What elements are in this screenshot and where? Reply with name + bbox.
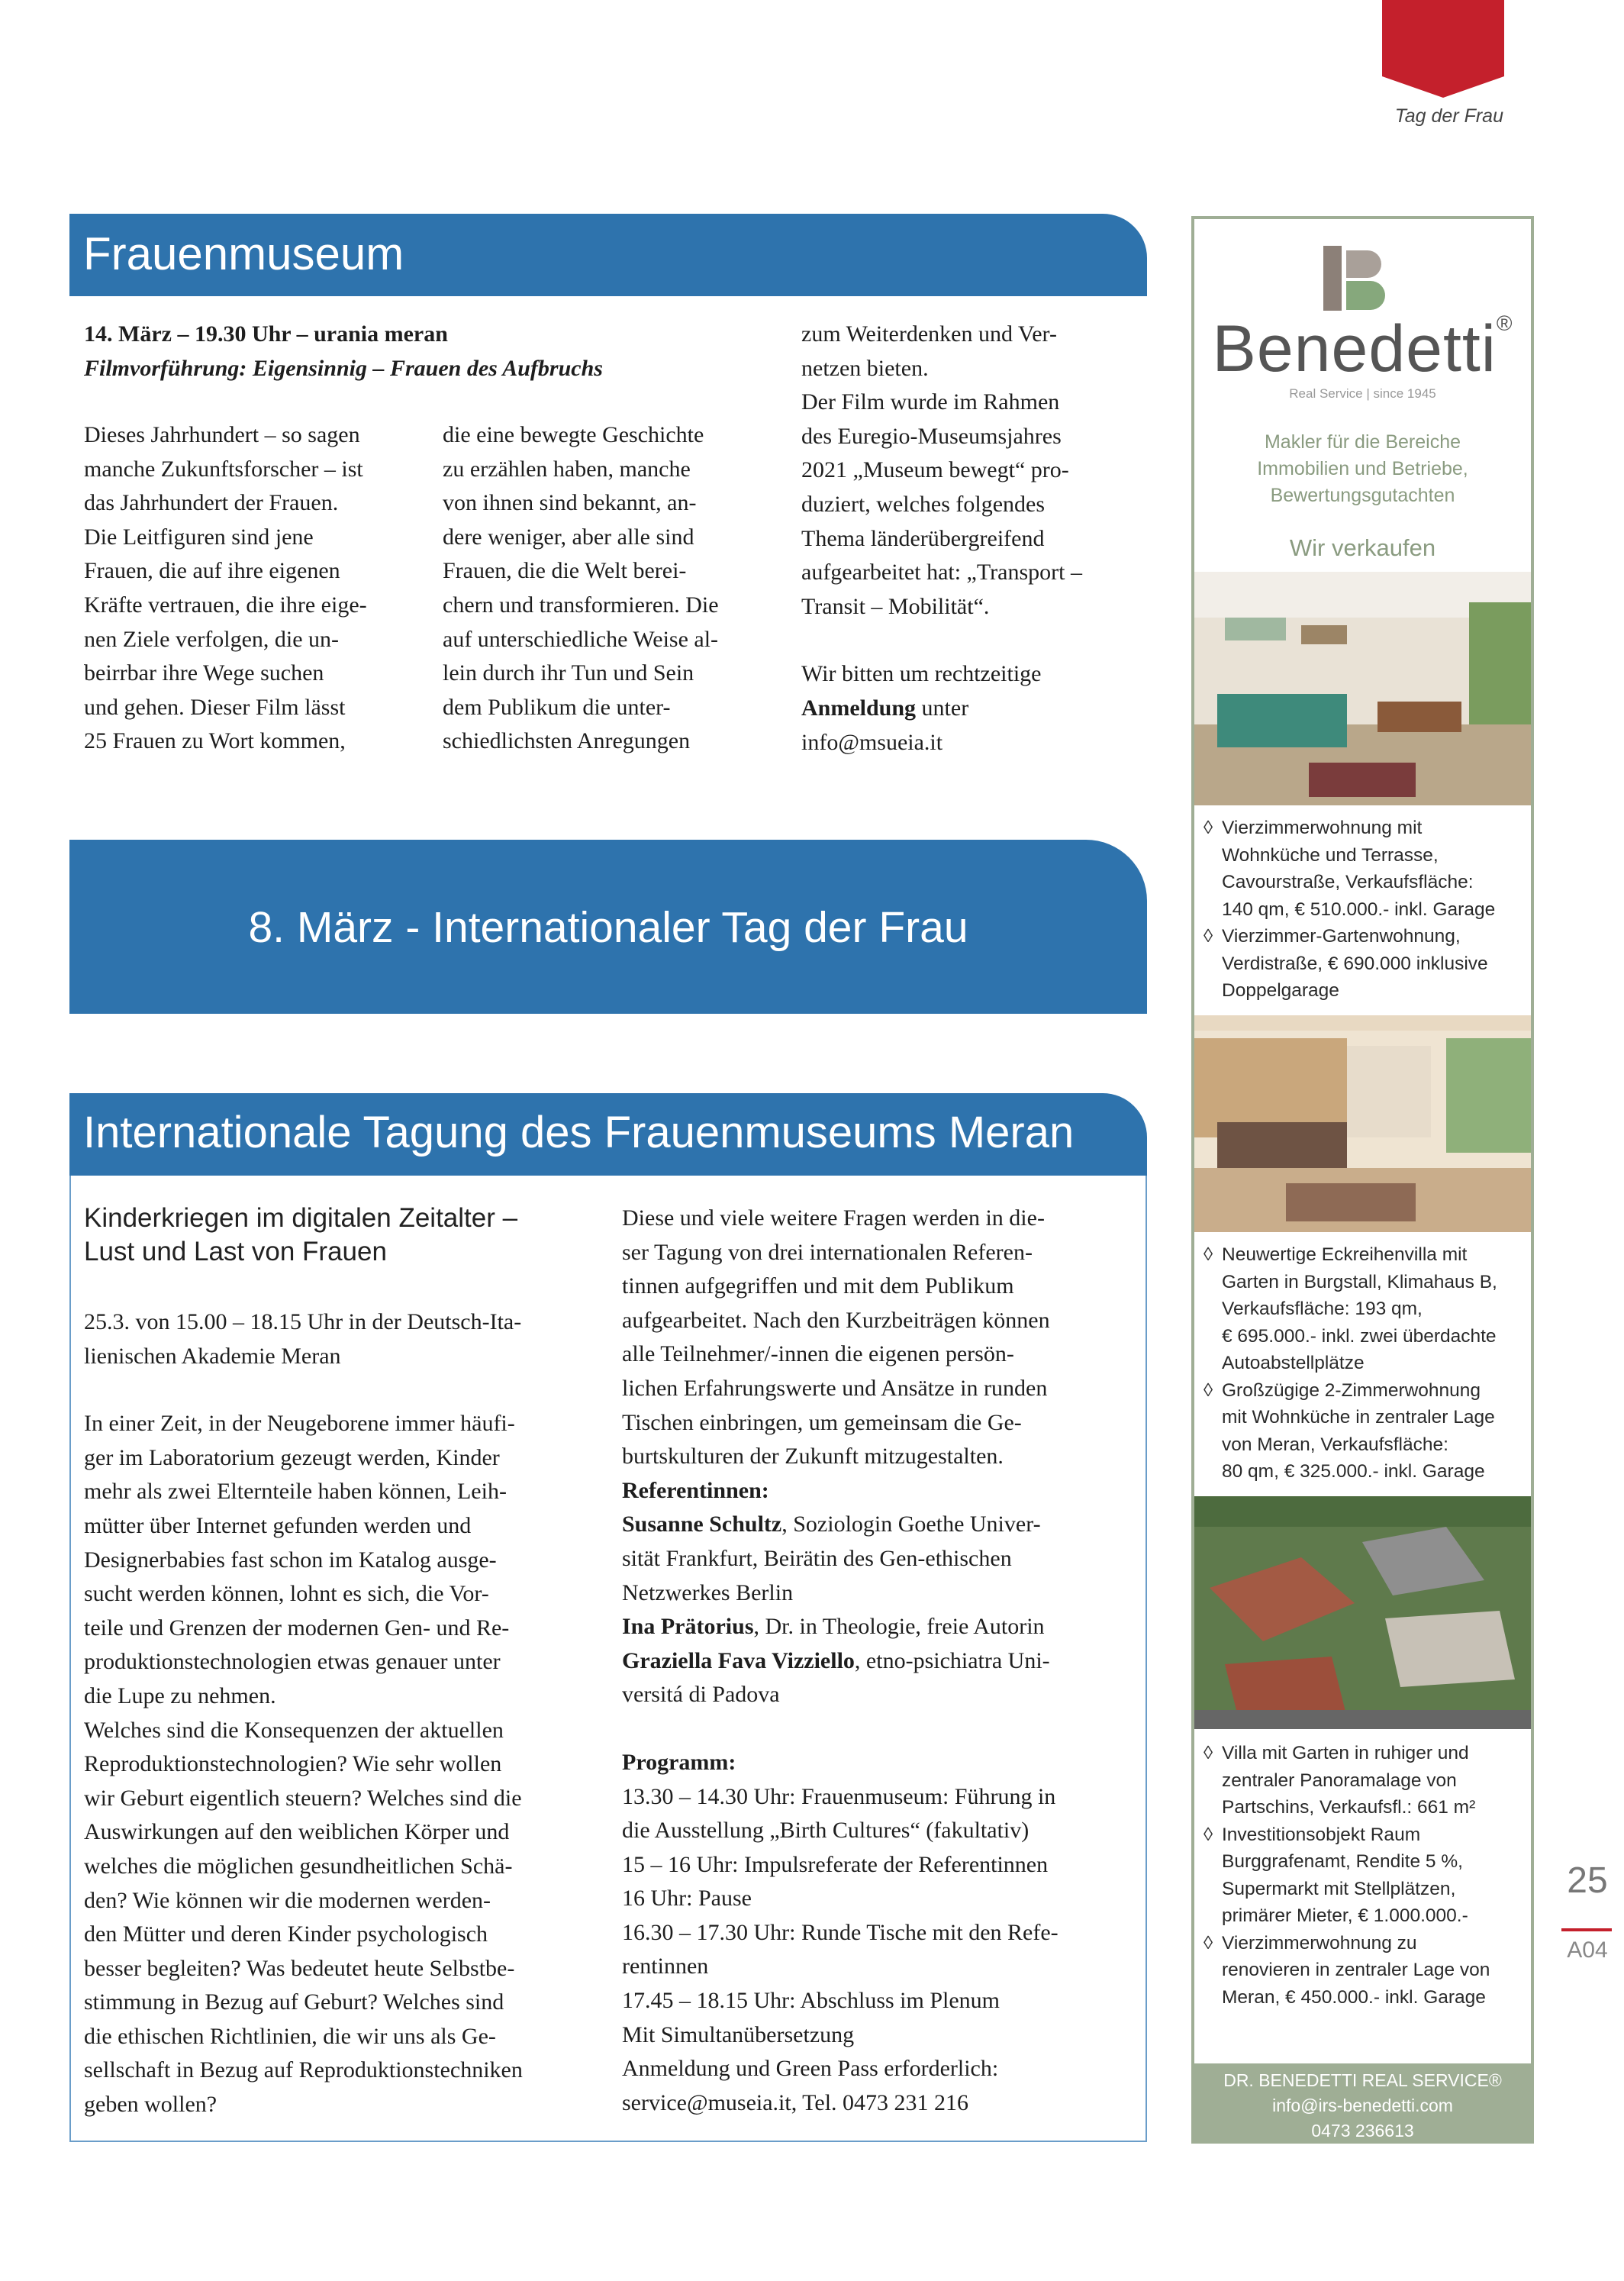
film-title-line: Filmvorführung: Eigensinnig – Frauen des Aufbruchs	[84, 355, 603, 381]
listing-line: Doppelgarage	[1222, 980, 1339, 1001]
diamond-bullet-icon: ◊	[1204, 818, 1213, 838]
text-line: 2021 „Museum bewegt“ pro-	[801, 457, 1069, 483]
frauenmuseum-column-3	[801, 318, 1137, 760]
speaker-3	[622, 1644, 1133, 1679]
benedetti-logo-icon	[1323, 246, 1392, 311]
text-line: Tischen einbringen, um gemeinsam die Ge-	[622, 1409, 1022, 1435]
text-line: 0473 236613	[1311, 2121, 1414, 2141]
brand-subline: Real Service | since 1945	[1289, 386, 1436, 401]
tagung-description	[622, 1202, 1133, 1474]
text-line: mütter über Internet gefunden werden und	[84, 1512, 472, 1538]
diamond-bullet-icon: ◊	[1204, 1932, 1213, 1954]
text-line: des Euregio-Museumsjahres	[801, 423, 1062, 449]
text-line: stimmung in Bezug auf Geburt? Welches sind	[84, 1989, 504, 2015]
text-line: netzen bieten.	[801, 355, 929, 381]
listing-line: Vierzimmerwohnung mit	[1222, 818, 1423, 838]
tagung-column-1	[84, 1305, 595, 2122]
text-line: von ihnen sind bekannt, an-	[443, 490, 697, 516]
listing-line: von Meran, Verkaufsfläche:	[1222, 1434, 1448, 1455]
text-line: nen Ziele verfolgen, die un-	[84, 626, 340, 652]
text-line: wir Geburt eigentlich steuern? Welches sind die	[84, 1785, 522, 1811]
text-line: Makler für die Bereiche	[1264, 431, 1461, 453]
aerial-village-photo	[1194, 1496, 1531, 1729]
sell-label: Wir verkaufen	[1289, 534, 1436, 561]
listing-item	[1204, 923, 1531, 1005]
text-line: Frauen, die die Welt berei-	[443, 558, 687, 584]
text-line: lein durch ihr Tun und Sein	[443, 660, 694, 686]
listing-line: Großzügige 2-Zimmerwohnung	[1222, 1379, 1481, 1401]
listing-group-3	[1194, 1729, 1531, 2063]
diamond-bullet-icon: ◊	[1204, 1743, 1213, 1763]
listing-line: Autoabstellplätze	[1222, 1353, 1365, 1373]
listing-line: Garten in Burgstall, Klimahaus B,	[1222, 1271, 1497, 1292]
tag-der-frau-banner	[69, 840, 1147, 1014]
speaker-1-info: , Soziologin Goethe Univer-	[781, 1512, 1041, 1537]
text-line: lienischen Akademie Meran	[84, 1343, 341, 1369]
text-line: aufgearbeitet hat: „Transport –	[801, 560, 1082, 586]
text-line: Frauen, die auf ihre eigenen	[84, 558, 340, 584]
listing-line: mit Wohnküche in zentraler Lage	[1222, 1407, 1495, 1428]
text-line: beirrbar ihre Wege suchen	[84, 660, 324, 686]
text-line: Diese und viele weitere Fragen werden in die-	[622, 1205, 1045, 1231]
diamond-bullet-icon: ◊	[1204, 1244, 1213, 1265]
text-line: alle Teilnehmer/-innen die eigenen persön-	[622, 1341, 1014, 1367]
ad-tagline	[1194, 429, 1531, 509]
text-line: das Jahrhundert der Frauen.	[84, 490, 339, 516]
tagung-title: Internationale Tagung des Frauenmuseums Meran	[83, 1108, 1075, 1157]
page-number: 25	[1567, 1860, 1608, 1901]
brand-wordmark: Benedetti	[1212, 312, 1497, 386]
text-line: info@irs-benedetti.com	[1272, 2095, 1453, 2115]
listing-line: Neuwertige Eckreihenvilla mit	[1222, 1244, 1468, 1265]
text-line: Thema länderübergreifend	[801, 525, 1045, 551]
text-line: Die Leitfiguren sind jene	[84, 524, 314, 550]
text-line: sellschaft in Bezug auf Reproduktionstechniken	[84, 2057, 523, 2083]
listing-line: 140 qm, € 510.000.- inkl. Garage	[1222, 899, 1496, 920]
listing-line: Meran, € 450.000.- inkl. Garage	[1222, 1986, 1486, 2008]
speaker-2-info: , Dr. in Theologie, freie Autorin	[753, 1614, 1045, 1640]
text-line: Immobilien und Betriebe,	[1257, 458, 1468, 479]
listing-line: primärer Mieter, € 1.000.000.-	[1222, 1905, 1468, 1926]
frauenmuseum-banner	[69, 214, 1147, 296]
text-line: burtskulturen der Zukunft mitzugestalten.	[622, 1444, 1004, 1470]
listing-line: Vierzimmerwohnung zu	[1222, 1932, 1417, 1954]
text-line: 16.30 – 17.30 Uhr: Runde Tische mit den Refe-	[622, 1919, 1058, 1945]
text-line: 13.30 – 14.30 Uhr: Frauenmuseum: Führung in	[622, 1783, 1056, 1809]
text-line: die Ausstellung „Birth Cultures“ (fakultativ)	[622, 1818, 1030, 1844]
text-line: service@museia.it, Tel. 0473 231 216	[622, 2089, 969, 2115]
film-description	[801, 318, 1137, 624]
listing-item	[1204, 1821, 1531, 1930]
listing-line: Vierzimmer-Gartenwohnung,	[1222, 926, 1461, 947]
frauenmuseum-column-1	[84, 418, 420, 759]
listing-item	[1204, 1241, 1531, 1377]
text-line: manche Zukunftsforscher – ist	[84, 456, 363, 482]
text-line: produktionstechnologien etwas genauer unter	[84, 1649, 501, 1675]
speaker-1-info-2: sität Frankfurt, Beirätin des Gen-ethischen	[622, 1545, 1012, 1571]
text-line: chern und transformieren. Die	[443, 592, 719, 618]
listing-line: Wohnküche und Terrasse,	[1222, 844, 1439, 866]
registered-mark: ®	[1496, 311, 1513, 335]
text-line: 15 – 16 Uhr: Impulsreferate der Referentinnen	[622, 1851, 1049, 1877]
text-line: Anmeldung und Green Pass erforderlich:	[622, 2056, 999, 2082]
diamond-bullet-icon: ◊	[1204, 926, 1213, 947]
text-line: dere weniger, aber alle sind	[443, 524, 694, 550]
listing-item	[1204, 815, 1531, 923]
signup-bold: Anmeldung	[801, 695, 917, 721]
text-line: dem Publikum die unter-	[443, 694, 671, 720]
listing-item	[1204, 1930, 1531, 2012]
frauenmuseum-title: Frauenmuseum	[83, 228, 404, 279]
diamond-bullet-icon: ◊	[1204, 1379, 1213, 1401]
text-line: rentinnen	[622, 1954, 709, 1979]
speaker-2-name: Ina Prätorius	[622, 1614, 754, 1640]
text-line: den Mütter und deren Kinder psychologisch	[84, 1921, 488, 1947]
listing-line: Villa mit Garten in ruhiger und	[1222, 1743, 1469, 1763]
listing-line: Supermarkt mit Stellplätzen,	[1222, 1878, 1456, 1899]
text-line: schiedlichsten Anregungen	[443, 728, 691, 754]
text-line: teile und Grenzen der modernen Gen- und Re-	[84, 1615, 510, 1641]
signup-line-1: Wir bitten um rechtzeitige	[801, 661, 1042, 687]
living-room-photo	[1194, 572, 1531, 805]
text-line: sucht werden können, lohnt es sich, die Vor-	[84, 1581, 489, 1607]
text-line: besser begleiten? Was bedeutet heute Selbstbe-	[84, 1955, 515, 1981]
tagung-intro-text	[84, 1407, 595, 2121]
text-line: zu erzählen haben, manche	[443, 456, 691, 482]
text-line: die ethischen Richtlinien, die wir uns als Ge-	[84, 2023, 496, 2049]
listing-line: renovieren in zentraler Lage von	[1222, 1960, 1490, 1980]
listing-group-2	[1194, 1232, 1531, 1496]
frauenmuseum-column-2	[443, 418, 778, 759]
section-tab-marker	[1382, 0, 1504, 98]
speaker-3-info: , etno-psichiatra Uni-	[854, 1647, 1050, 1673]
text-line: ger im Laboratorium gezeugt werden, Kinder	[84, 1444, 500, 1470]
text-line: mehr als zwei Elternteile haben können, Leih-	[84, 1479, 507, 1505]
tag-der-frau-title: 8. März - Internationaler Tag der Frau	[248, 903, 968, 952]
text-line: lichen Erfahrungswerte und Ansätze in runden	[622, 1375, 1048, 1401]
listing-group-1	[1194, 805, 1531, 1015]
text-line: DR. BENEDETTI REAL SERVICE®	[1223, 2070, 1502, 2090]
listing-line: Investitionsobjekt Raum	[1222, 1824, 1421, 1845]
text-line: Welches sind die Konsequenzen der aktuellen	[84, 1717, 504, 1743]
text-line: zum Weiterdenken und Ver-	[801, 321, 1057, 347]
text-line: Mit Simultanübersetzung	[622, 2021, 855, 2047]
listing-line: Verkaufsfläche: 193 qm,	[1222, 1299, 1423, 1319]
signup-line-2	[801, 692, 1137, 726]
text-line: In einer Zeit, in der Neugeborene immer häufi-	[84, 1411, 515, 1437]
text-line: aufgearbeitet. Nach den Kurzbeiträgen können	[622, 1307, 1050, 1333]
running-head: Tag der Frau	[1394, 105, 1503, 127]
ad-footer	[1194, 2063, 1531, 2141]
text-line: Reproduktionstechnologien? Wie sehr wollen	[84, 1751, 502, 1777]
speaker-2	[622, 1610, 1133, 1644]
speaker-3-info-2: versitá di Padova	[622, 1682, 780, 1708]
text-line: welches die möglichen gesundheitlichen Schä-	[84, 1853, 513, 1879]
text-line: die Lupe zu nehmen.	[84, 1683, 276, 1708]
referentinnen-label: Referentinnen:	[622, 1477, 769, 1503]
text-line: 25.3. von 15.00 – 18.15 Uhr in der Deutsch-Ita-	[84, 1309, 522, 1334]
listing-item	[1204, 1740, 1531, 1821]
text-line: ser Tagung von drei internationalen Referen-	[622, 1239, 1033, 1265]
text-line: geben wollen?	[84, 2092, 218, 2118]
listing-line: € 695.000.- inkl. zwei überdachte	[1222, 1325, 1497, 1347]
text-line: Auswirkungen auf den weiblichen Körper und	[84, 1819, 510, 1845]
tagung-column-2	[622, 1202, 1133, 2120]
listing-line: Burggrafenamt, Rendite 5 %,	[1222, 1851, 1463, 1872]
tagung-subtitle	[84, 1202, 618, 1269]
diamond-bullet-icon: ◊	[1204, 1824, 1213, 1845]
text-line: und gehen. Dieser Film lässt	[84, 694, 346, 720]
lounge-photo	[1194, 1015, 1531, 1232]
text-line: Bewertungsgutachten	[1270, 485, 1455, 506]
tagung-subtitle-line-2: Lust und Last von Frauen	[84, 1237, 387, 1266]
text-line: tinnen aufgegriffen und mit dem Publikum	[622, 1273, 1014, 1299]
event-date-line: 14. März – 19.30 Uhr – urania meran	[84, 321, 448, 347]
programm-label: Programm:	[622, 1749, 736, 1775]
listing-line: Partschins, Verkaufsfl.: 661 m²	[1222, 1797, 1476, 1818]
page-code: A04	[1567, 1937, 1608, 1963]
tagung-date-venue	[84, 1305, 595, 1373]
text-line: die eine bewegte Geschichte	[443, 422, 704, 447]
listing-line: zentraler Panoramalage von	[1222, 1770, 1457, 1791]
text-line: 17.45 – 18.15 Uhr: Abschluss im Plenum	[622, 1988, 1000, 2014]
text-line: auf unterschiedliche Weise al-	[443, 626, 719, 652]
programm-list	[622, 1780, 1133, 2121]
text-line: Designerbabies fast schon im Katalog ausge-	[84, 1547, 497, 1573]
speaker-3-name: Graziella Fava Vizziello	[622, 1647, 855, 1673]
signup-email: info@msueia.it	[801, 729, 943, 755]
text-line: Kräfte vertrauen, die ihre eige-	[84, 592, 367, 618]
speaker-1-info-3: Netzwerkes Berlin	[622, 1579, 794, 1605]
brand-name	[1194, 311, 1531, 387]
speaker-1	[622, 1508, 1133, 1542]
text-line: den? Wie können wir die modernen werden-	[84, 1887, 491, 1913]
listing-item	[1204, 1377, 1531, 1486]
text-line: Transit – Mobilität“.	[801, 593, 990, 619]
listing-line: 80 qm, € 325.000.- inkl. Garage	[1222, 1461, 1485, 1482]
signup-rest: unter	[916, 695, 969, 721]
speaker-1-name: Susanne Schultz	[622, 1512, 782, 1537]
frauenmuseum-event-head	[84, 318, 710, 386]
tagung-banner	[69, 1093, 1147, 1176]
text-line: duziert, welches folgendes	[801, 491, 1046, 517]
text-line: Dieses Jahrhundert – so sagen	[84, 422, 360, 447]
text-line: 16 Uhr: Pause	[622, 1886, 752, 1912]
tagung-subtitle-line-1: Kinderkriegen im digitalen Zeitalter –	[84, 1203, 518, 1233]
listing-line: Verdistraße, € 690.000 inklusive	[1222, 953, 1488, 974]
listing-line: Cavourstraße, Verkaufsfläche:	[1222, 872, 1474, 892]
text-line: 25 Frauen zu Wort kommen,	[84, 728, 346, 754]
page-number-rule	[1561, 1928, 1612, 1931]
text-line: Der Film wurde im Rahmen	[801, 389, 1060, 415]
